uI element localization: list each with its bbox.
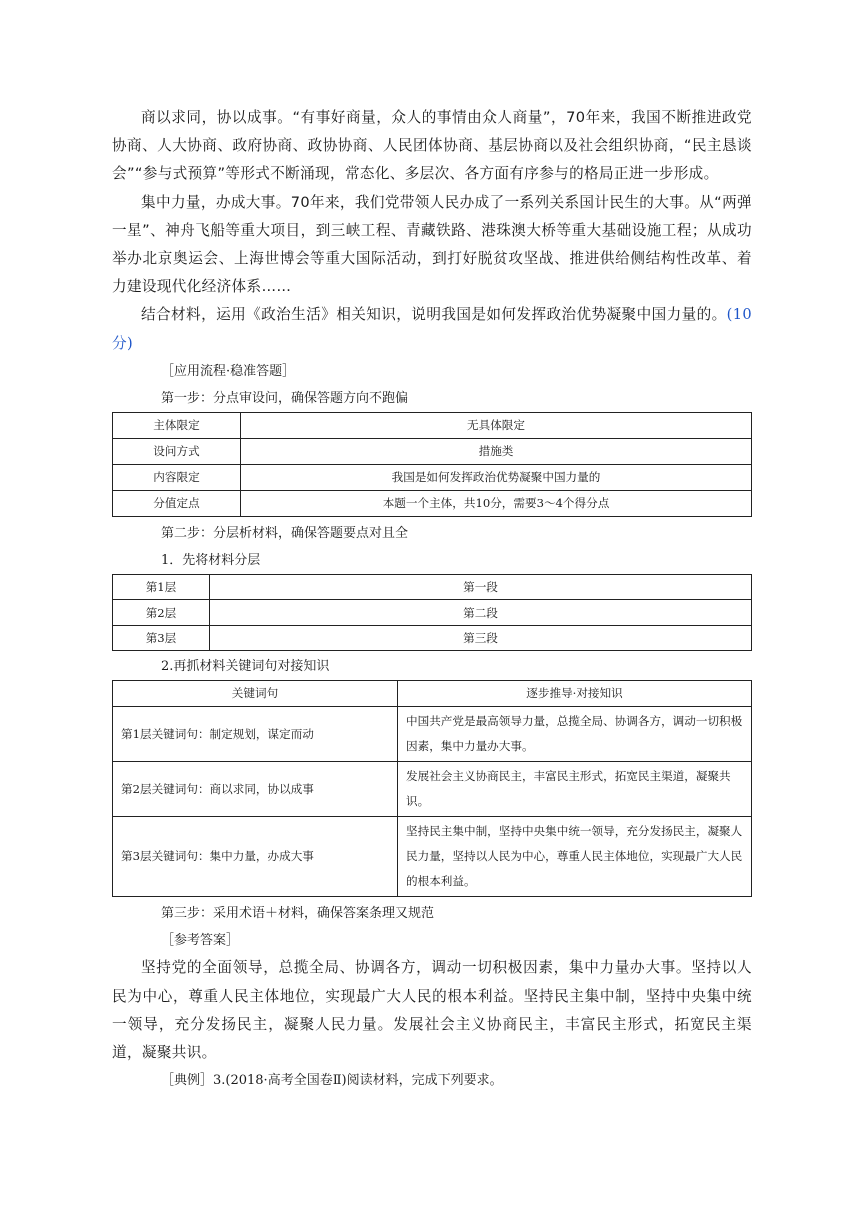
table-row: [113, 438, 752, 464]
table-row: [113, 490, 752, 516]
table-row: [113, 600, 752, 626]
question-score: (10分): [112, 306, 752, 352]
question-text: [112, 301, 752, 357]
question-body: 结合材料，运用《政治生活》相关知识，说明我国是如何发挥政治优势凝聚中国力量的。: [141, 306, 727, 324]
column-header: 逐步推导·对接知识: [398, 681, 752, 707]
step1-title: 第一步：分点审设问，确保答题方向不跑偏: [161, 390, 409, 406]
table-row: [113, 574, 752, 600]
row-label: 内容限定: [113, 464, 241, 490]
answer-text: 坚持党的全面领导，总揽全局、协调各方，调动一切积极因素，集中力量办大事。坚持以人民为中心，尊重人民主体地位，实现最广大人民的根本利益。坚持民主集中制，坚持中央集中统一领导，充分发扬民主，凝聚人民力量。发展社会主义协商民主，丰富民主形式，拓宽民主渠道，凝聚共识。: [112, 959, 752, 1061]
layer-label: 第2层: [113, 600, 210, 626]
document-page: [112, 104, 752, 1094]
row-label: 设问方式: [113, 438, 241, 464]
step1-table: [112, 412, 752, 517]
intro-paragraph-2: 集中力量，办成大事。70年来，我们党带领人民办成了一系列关系国计民生的大事。从“两弹一星”、神舟飞船等重大项目，到三峡工程、青藏铁路、港珠澳大桥等重大基础设施工程；从成功举办北京奥运会、上海世博会等重大国际活动，到打好脱贫攻坚战、推进供给侧结构性改革、着力建设现代化经济体系……: [112, 193, 752, 296]
keywords-table: [112, 680, 752, 897]
row-value: 本题一个主体，共10分，需要3～4个得分点: [241, 490, 752, 516]
intro-paragraph-1: 商以求同，协以成事。“有事好商量，众人的事情由众人商量”，70年来，我国不断推进政党协商、人大协商、政府协商、政协协商、人民团体协商、基层协商以及社会组织协商，“民主恳谈会”“参与式预算”等形式不断涌现，常态化、多层次、各方面有序参与的格局正进一步形成。: [112, 109, 752, 183]
table-row: [113, 817, 752, 897]
knowledge-text: 坚持民主集中制，坚持中央集中统一领导，充分发扬民主，凝聚人民力量，坚持以人民为中心，尊重人民主体地位，实现最广大人民的根本利益。: [398, 817, 752, 897]
row-label: 分值定点: [113, 490, 241, 516]
layer-value: 第一段: [210, 574, 752, 600]
knowledge-text: 发展社会主义协商民主，丰富民主形式，拓宽民主渠道，凝聚共识。: [398, 762, 752, 817]
step2-title: 第二步：分层析材料，确保答题要点对且全: [161, 525, 409, 541]
layer-value: 第三段: [210, 625, 752, 651]
layer-label: 第1层: [113, 574, 210, 600]
row-value: 我国是如何发挥政治优势凝聚中国力量的: [241, 464, 752, 490]
table-row: [113, 707, 752, 762]
row-label: 主体限定: [113, 412, 241, 438]
key-phrase: 第3层关键词句：集中力量，办成大事: [113, 817, 398, 897]
key-phrase: 第1层关键词句：制定规划，谋定而动: [113, 707, 398, 762]
layer-label: 第3层: [113, 625, 210, 651]
knowledge-text: 中国共产党是最高领导力量，总揽全局、协调各方，调动一切积极因素，集中力量办大事。: [398, 707, 752, 762]
section-heading: ［应用流程·稳准答题］: [161, 363, 296, 379]
column-header: 关键词句: [113, 681, 398, 707]
layers-table: [112, 574, 752, 652]
step3-title: 第三步：采用术语＋材料，确保答案条理又规范: [161, 906, 435, 922]
table-row: [113, 625, 752, 651]
step2-sub2: 2.再抓材料关键词句对接知识: [161, 659, 330, 675]
example-line: ［典例］3.(2018·高考全国卷Ⅱ)阅读材料，完成下列要求。: [161, 1073, 503, 1089]
table-row: [113, 464, 752, 490]
row-value: 无具体限定: [241, 412, 752, 438]
table-row: [113, 412, 752, 438]
row-value: 措施类: [241, 438, 752, 464]
table-row: [113, 762, 752, 817]
table-header-row: [113, 681, 752, 707]
answer-label: ［参考答案］: [161, 933, 240, 949]
key-phrase: 第2层关键词句：商以求同，协以成事: [113, 762, 398, 817]
layer-value: 第二段: [210, 600, 752, 626]
step2-sub1: 1．先将材料分层: [161, 552, 261, 568]
